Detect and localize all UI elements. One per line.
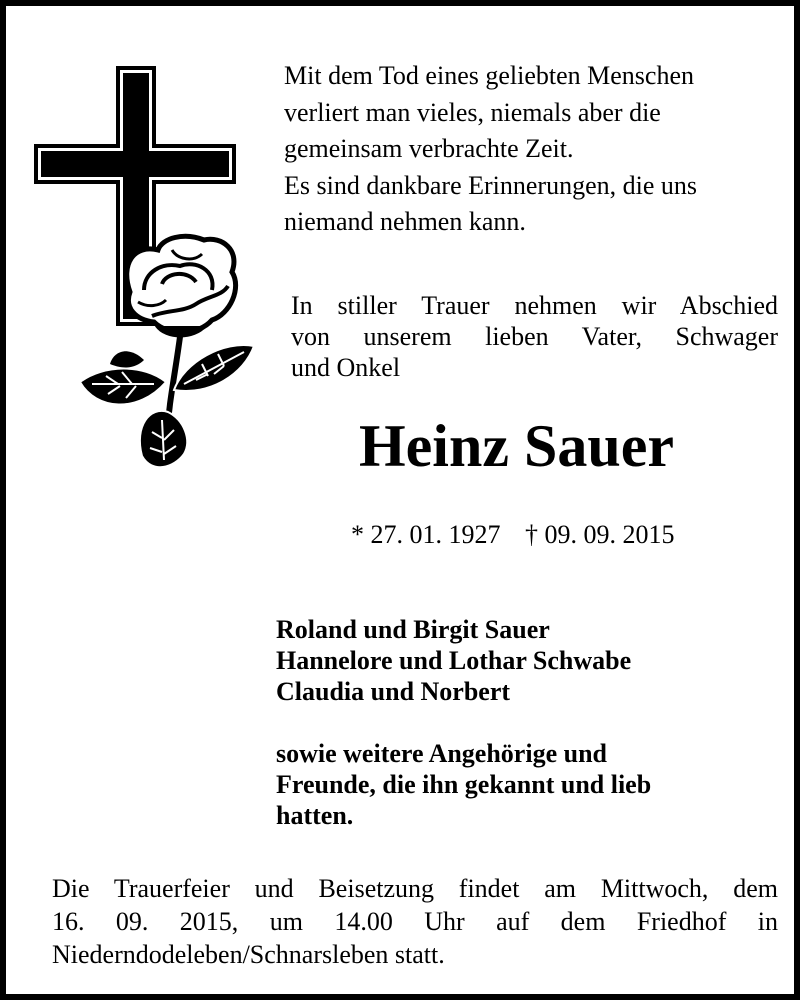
mourner-line: Hannelore und Lothar Schwabe: [276, 646, 632, 675]
relatives-line: sowie weitere Angehörige und: [276, 739, 607, 768]
farewell-text: [291, 290, 778, 383]
life-dates: [351, 519, 675, 551]
relatives-line: Freunde, die ihn gekannt und lieb: [276, 770, 652, 799]
announcement-line: Niederndodeleben/Schnarsleben statt.: [52, 940, 445, 969]
verse-line: Mit dem Tod eines geliebten Menschen: [284, 61, 694, 90]
farewell-line: In stiller Trauer nehmen wir Abschied: [291, 291, 778, 320]
funeral-announcement: [52, 872, 778, 971]
verse-line: gemeinsam verbrachte Zeit.: [284, 134, 574, 163]
memorial-verse: [284, 58, 784, 241]
mourner-line: Roland und Birgit Sauer: [276, 615, 550, 644]
farewell-line: von unserem lieben Vater, Schwager: [291, 322, 778, 351]
verse-line: niemand nehmen kann.: [284, 207, 526, 236]
rose-bloom: [127, 236, 236, 336]
deceased-name: Heinz Sauer: [359, 413, 674, 479]
cross-rose-graphic: [34, 64, 274, 484]
announcement-line: 16. 09. 2015, um 14.00 Uhr auf dem Friedhof in: [52, 907, 778, 936]
cross-with-rose-icon: [34, 64, 274, 484]
announcement-line: Die Trauerfeier und Beisetzung findet am Mittwoch, dem: [52, 874, 778, 903]
verse-line: Es sind dankbare Erinnerungen, die uns: [284, 170, 698, 200]
relatives-text: [276, 738, 651, 831]
birth-date: * 27. 01. 1927: [351, 520, 501, 549]
mourner-line: Claudia und Norbert: [276, 677, 511, 706]
relatives-line: hatten.: [276, 801, 354, 830]
farewell-line: und Onkel: [291, 353, 401, 382]
mourners-list: [276, 614, 631, 707]
death-date: † 09. 09. 2015: [525, 520, 675, 549]
verse-line: verliert man vieles, niemals aber die: [284, 97, 661, 127]
